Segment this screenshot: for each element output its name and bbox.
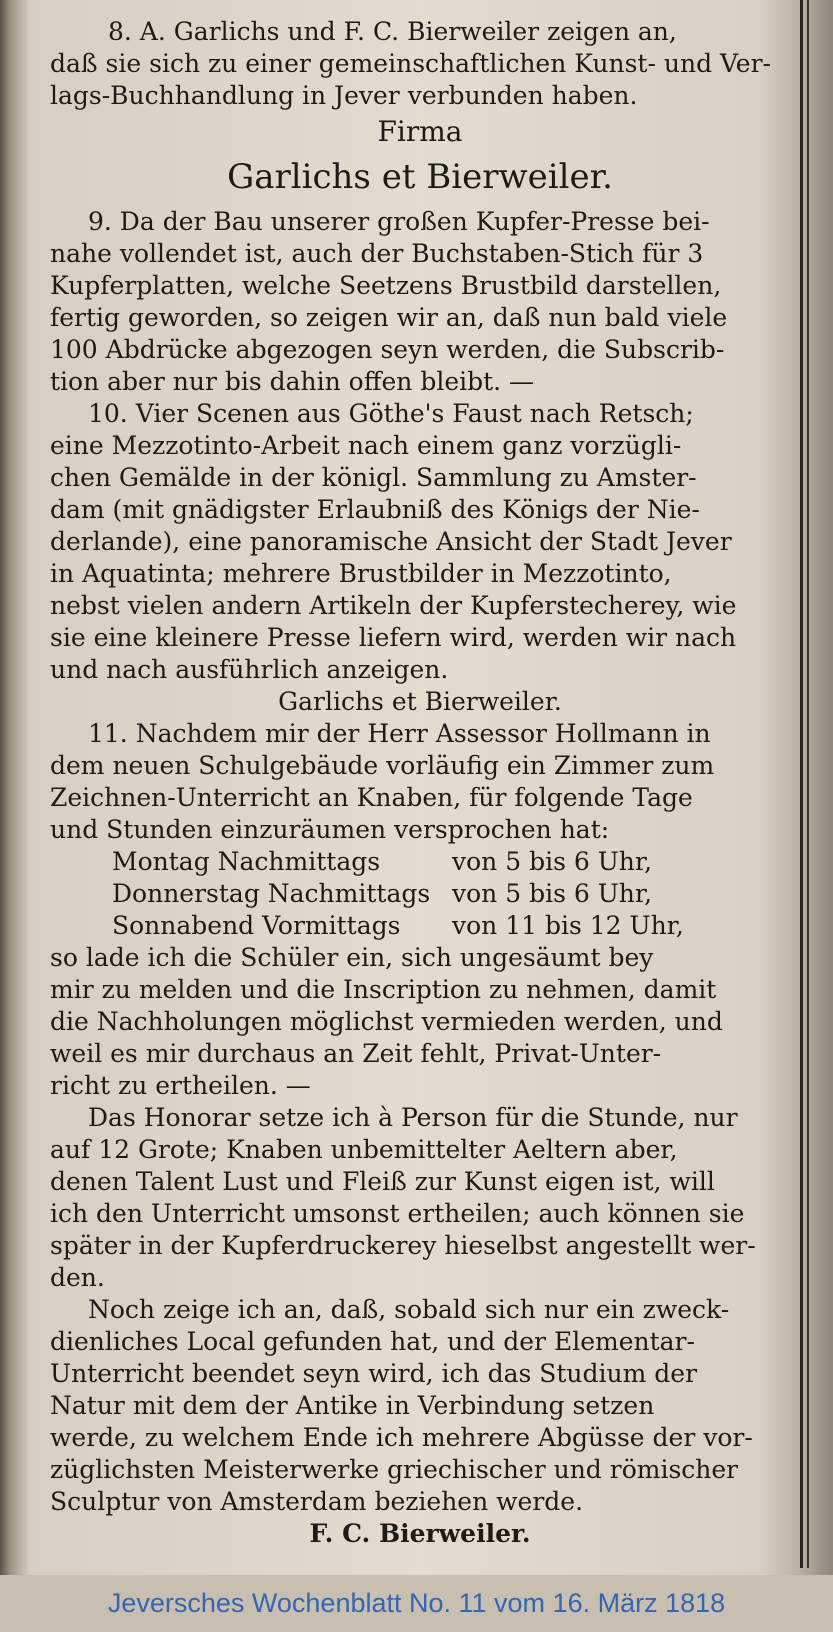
notice-10 [50,398,790,718]
text-line: nahe vollendet ist, auch der Buchstaben-Stich für 3 [50,239,704,268]
text-line: den. [50,1263,105,1292]
text-line: die Nachholungen möglichst vermieden werden, und [50,1007,723,1036]
schedule-day: Sonnabend Vormittags [112,911,401,940]
text-line: nebst vielen andern Artikeln der Kupferstecherey, wie [50,591,737,620]
text-line: richt zu ertheilen. — [50,1071,311,1100]
text-line: dem neuen Schulgebäude vorläufig ein Zimmer zum [50,751,715,780]
schedule-row [50,878,790,910]
notices-column [50,16,790,1550]
text-line: so lade ich die Schüler ein, sich ungesäumt bey [50,943,654,972]
text-line: 100 Abdrücke abgezogen seyn werden, die Subscrib- [50,335,725,364]
schedule-day: Montag Nachmittags [112,847,381,876]
schedule-row [50,910,790,942]
firma-label: Firma [377,115,463,148]
text-line: fertig geworden, so zeigen wir an, daß nun bald viele [50,303,728,332]
notice-11 [50,718,790,1550]
text-line: werde, zu welchem Ende ich mehrere Abgüsse der vor- [50,1423,753,1452]
text-line: Das Honorar setze ich à Person für die Stunde, nur [88,1103,738,1132]
column-rule [807,0,809,1568]
text-line: auf 12 Grote; Knaben unbemittelter Aeltern aber, [50,1135,678,1164]
text-line: lags-Buchhandlung in Jever verbunden haben. [50,81,638,110]
schedule-time: von 11 bis 12 Uhr, [452,911,684,940]
text-line: eine Mezzotinto-Arbeit nach einem ganz vorzügli- [50,431,682,460]
text-line: 10. Vier Scenen aus Göthe's Faust nach Retsch; [88,399,694,428]
text-line: dam (mit gnädigster Erlaubniß des Königs der Nie- [50,495,700,524]
signature: F. C. Bierweiler. [309,1519,531,1548]
text-line: dienliches Local gefunden hat, und der Elementar- [50,1327,695,1356]
text-line: chen Gemälde in der königl. Sammlung zu Amster- [50,463,697,492]
text-line: in Aquatinta; mehrere Brustbilder in Mezzotinto, [50,559,672,588]
text-line: Sculptur von Amsterdam beziehen werde. [50,1487,584,1516]
text-line: Zeichnen-Unterricht an Knaben, für folgende Tage [50,783,693,812]
text-line: Noch zeige ich an, daß, sobald sich nur ein zweck- [88,1295,730,1324]
schedule-row [50,846,790,878]
text-line: 9. Da der Bau unserer großen Kupfer-Presse bei- [88,207,710,236]
text-line: ich den Unterricht umsonst ertheilen; auch können sie [50,1199,745,1228]
text-line: sie eine kleinere Presse liefern wird, werden wir nach [50,623,737,652]
text-line: daß sie sich zu einer gemeinschaftlichen Kunst- und Ver- [50,49,771,78]
column-rule [800,0,803,1568]
firma-name: Garlichs et Bierweiler. [227,157,613,197]
text-line: denen Talent Lust und Fleiß zur Kunst eigen ist, will [50,1167,715,1196]
text-line: weil es mir durchaus an Zeit fehlt, Privat-Unter- [50,1039,662,1068]
text-line: 8. A. Garlichs und F. C. Bierweiler zeigen an, [108,17,677,46]
schedule-day: Donnerstag Nachmittags [112,879,431,908]
notice-9 [50,206,790,398]
text-line: Kupferplatten, welche Seetzens Brustbild darstellen, [50,271,722,300]
notice-8 [50,16,790,202]
text-line: und Stunden einzuräumen versprochen hat: [50,815,610,844]
text-line: Unterricht beendet seyn wird, ich das Studium der [50,1359,698,1388]
signature: Garlichs et Bierweiler. [278,687,562,716]
text-line: züglichsten Meisterwerke griechischer und römischer [50,1455,739,1484]
text-line: 11. Nachdem mir der Herr Assessor Hollmann in [88,719,711,748]
schedule-time: von 5 bis 6 Uhr, [452,847,653,876]
text-line: mir zu melden und die Inscription zu nehmen, damit [50,975,717,1004]
text-line: tion aber nur bis dahin offen bleibt. — [50,367,535,396]
text-line: derlande), eine panoramische Ansicht der Stadt Jever [50,527,732,556]
schedule-time: von 5 bis 6 Uhr, [452,879,653,908]
text-line: später in der Kupferdruckerey hieselbst angestellt wer- [50,1231,756,1260]
text-line: Natur mit dem der Antike in Verbindung setzen [50,1391,655,1420]
text-line: und nach ausführlich anzeigen. [50,655,449,684]
image-caption: Jeversches Wochenblatt No. 11 vom 16. März 1818 [0,1575,833,1632]
